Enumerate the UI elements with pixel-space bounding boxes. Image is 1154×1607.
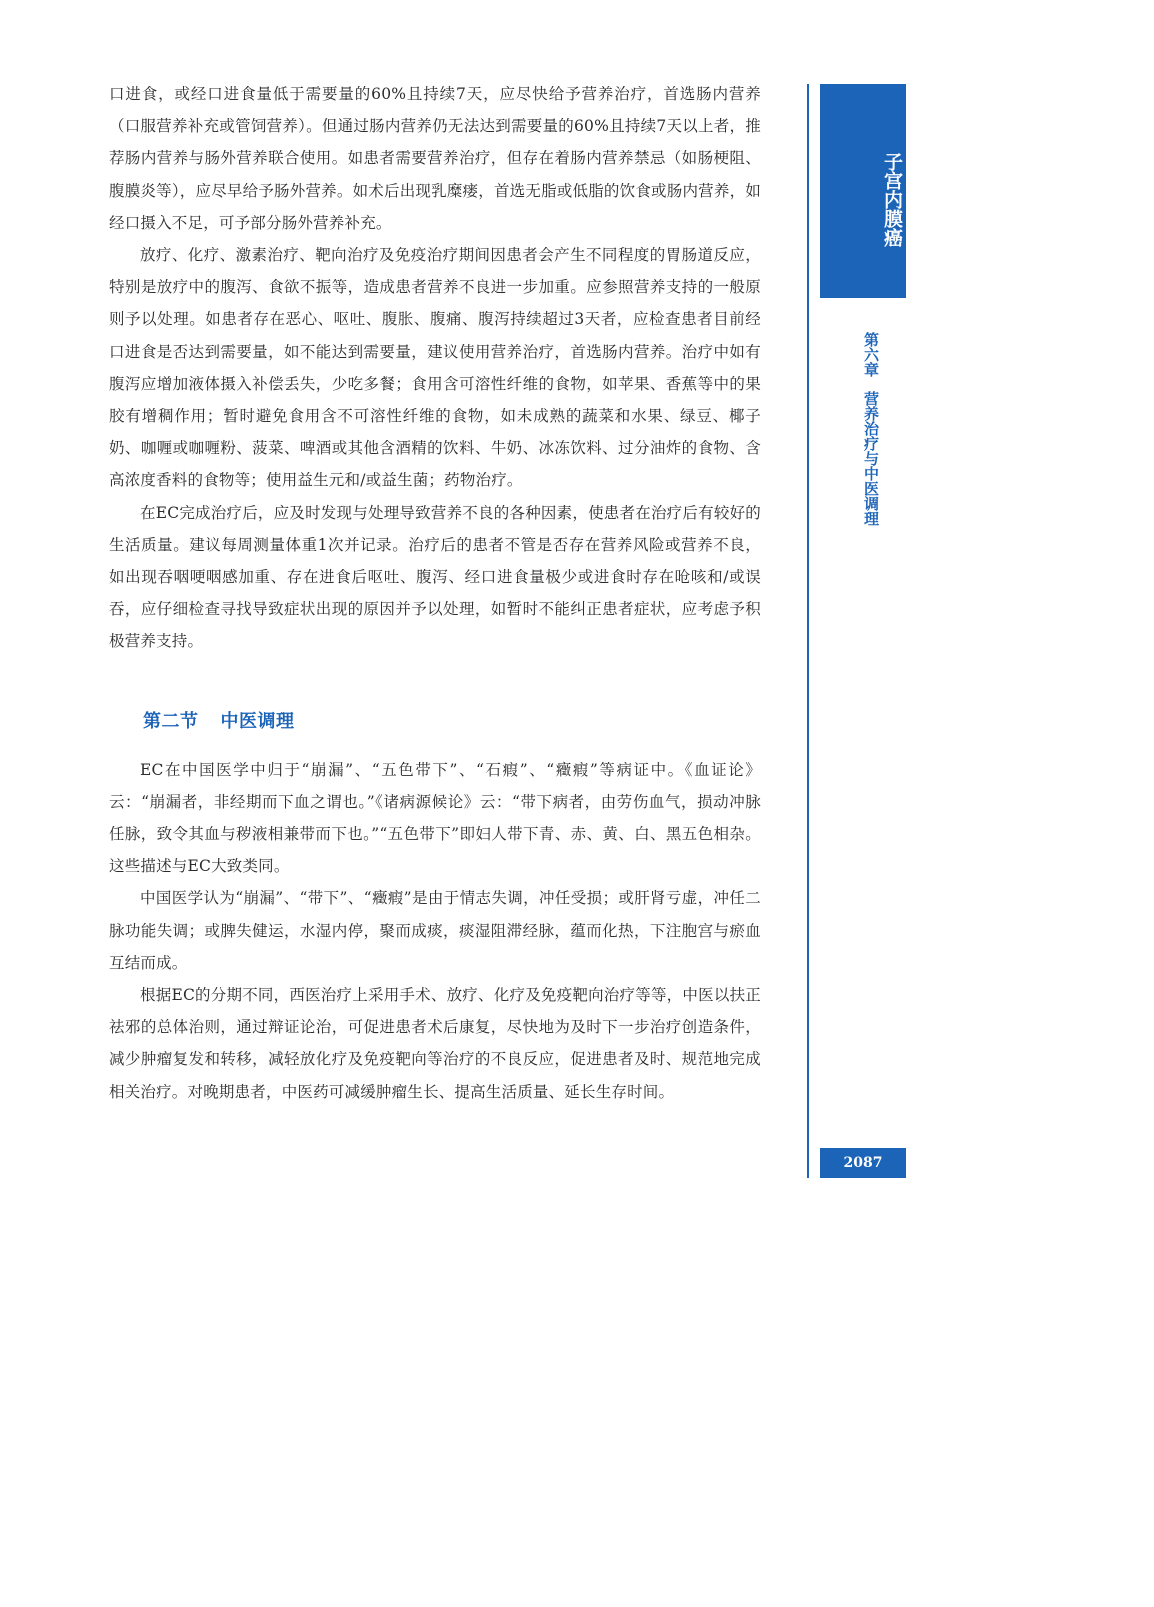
- side-tab-title: 子宫内膜癌: [881, 151, 903, 247]
- body-paragraph: 在EC完成治疗后，应及时发现与处理导致营养不良的各种因素，使患者在治疗后有较好的生活质量。建议每周测量体重1次并记录。治疗后的患者不管是否存在营养风险或营养不良，如出现吞咽哽咽感加重、存在进食后呕吐、腹泻、经口进食量极少或进食时存在呛咳和/或误吞，应仔细检查寻找导致症状出现的原因并予以处理，如暂时不能纠正患者症状，应考虑予积极营养支持。: [109, 503, 761, 651]
- body-paragraph: 中国医学认为“崩漏”、“带下”、“癥瘕”是由于情志失调，冲任受损；或肝肾亏虚，冲任二脉功能失调；或脾失健运，水湿内停，聚而成痰，痰湿阻滞经脉，蕴而化热，下注胞宫与瘀血互结而成。: [109, 889, 761, 972]
- body-paragraph: 根据EC的分期不同，西医治疗上采用手术、放疗、化疗及免疫靶向治疗等等，中医以扶正祛邪的总体治则，通过辩证论治，可促进患者术后康复，尽快地为及时下一步治疗创造条件，减少肿瘤复发和转移，减轻放化疗及免疫靶向等治疗的不良反应，促进患者及时、规范地完成相关治疗。对晚期患者，中医药可减缓肿瘤生长、提高生活质量、延长生存时间。: [109, 986, 761, 1101]
- margin-divider-line: [807, 84, 809, 1178]
- main-content: [109, 78, 761, 1108]
- body-paragraph: 放疗、化疗、激素治疗、靶向治疗及免疫治疗期间因患者会产生不同程度的胃肠道反应，特别是放疗中的腹泻、食欲不振等，造成患者营养不良进一步加重。应参照营养支持的一般原则予以处理。如患者存在恶心、呕吐、腹胀、腹痛、腹泻持续超过3天者，应检查患者目前经口进食是否达到需要量，如不能达到需要量，建议使用营养治疗，首选肠内营养。治疗中如有腹泻应增加液体摄入补偿丢失，少吃多餐；食用含可溶性纤维的食物，如苹果、香蕉等中的果胶有增稠作用；暂时避免食用含不可溶性纤维的食物，如未成熟的蔬菜和水果、绿豆、椰子奶、咖喱或咖喱粉、菠菜、啤酒或其他含酒精的饮料、牛奶、冰冻饮料、过分油炸的食物、含高浓度香料的食物等；使用益生元和/或益生菌；药物治疗。: [109, 246, 761, 490]
- chapter-number: 第六章: [862, 332, 880, 377]
- section-title: 中医调理: [220, 710, 295, 732]
- chapter-title: 营养治疗与中医调理: [862, 391, 880, 526]
- body-paragraph: 口进食，或经口进食量低于需要量的60%且持续7天，应尽快给予营养治疗，首选肠内营养（口服营养补充或管饲营养）。但通过肠内营养仍无法达到需要量的60%且持续7天以上者，推荐肠内营养与肠外营养联合使用。如患者需要营养治疗，但存在着肠内营养禁忌（如肠梗阻、腹膜炎等），应尽早给予肠外营养。如术后出现乳糜瘘，首选无脂或低脂的饮食或肠内营养，如经口摄入不足，可予部分肠外营养补充。: [109, 85, 761, 232]
- chapter-label: [840, 332, 880, 526]
- section-heading: [143, 708, 761, 736]
- side-tab: [820, 84, 906, 298]
- body-paragraph: EC在中国医学中归于“崩漏”、“五色带下”、“石瘕”、“癥瘕”等病证中。《血证论》云：“崩漏者，非经期而下血之谓也。”《诸病源候论》云：“带下病者，由劳伤血气，损动冲脉任脉，致令其血与秽液相兼带而下也。”“五色带下”即妇人带下青、赤、黄、白、黑五色相杂。这些描述与EC大致类同。: [109, 760, 761, 876]
- section-number: 第二节: [143, 710, 199, 732]
- page-number: 2087: [820, 1148, 906, 1178]
